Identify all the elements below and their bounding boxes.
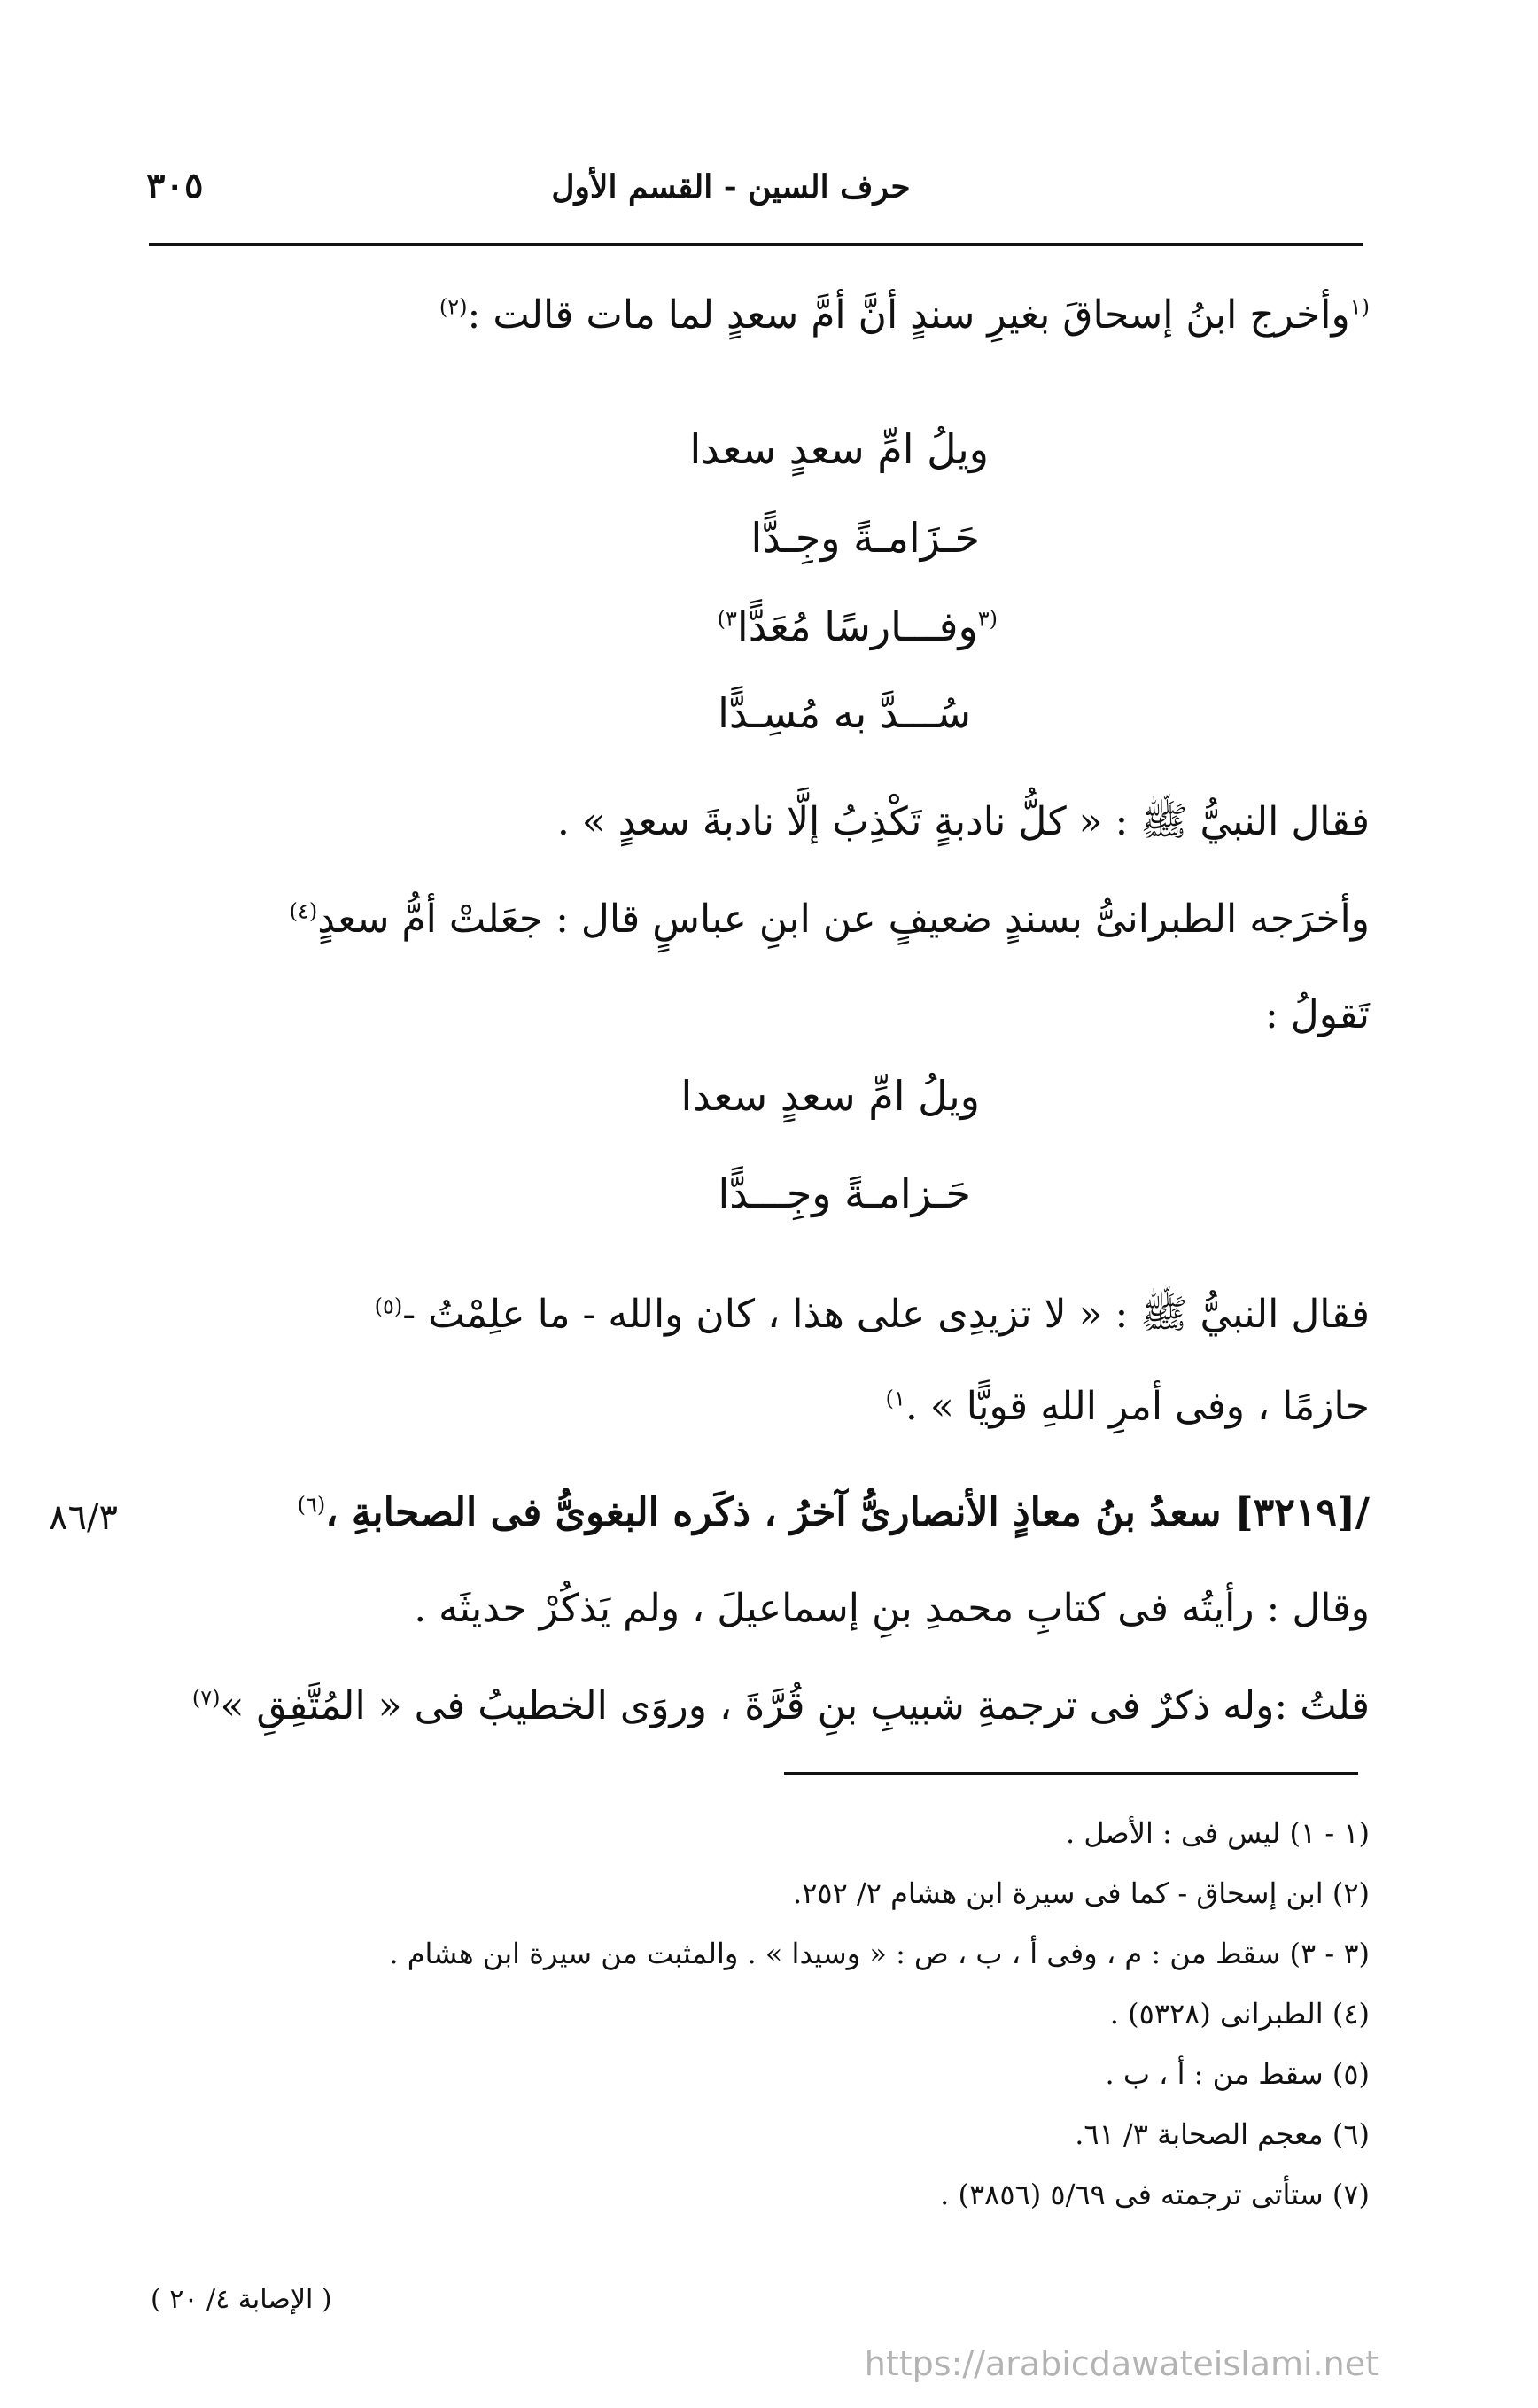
verse-line: حَـزامـةً وجِـــدًّا <box>718 1169 971 1217</box>
text-line-1: $^{(١}$وأخرج ابنُ إسحاقَ بغيرِ سندٍ أنَّ أمَّ سعدٍ لما مات قالت :$^{(٢)}$ <box>439 292 1370 338</box>
text-line-4: تَقولُ : <box>1264 992 1370 1037</box>
footnote-mark: (٣ <box>977 606 998 632</box>
margin-reference: ٨٦/٣ <box>49 1497 118 1538</box>
text-line-5: فقال النبيُّ ﷺ : « لا تزيدِى على هذا ، كان والله - ما علِمْتُ -$^{(٥)}$ <box>374 1292 1370 1337</box>
watermark-url: https://arabicdawateislami.net <box>864 2344 1379 2383</box>
entry-heading-line: /[٣٢١٩] سعدُ بنُ معاذٍ الأنصارىُّ آخرُ ، ذكَره البغوىُّ فى الصحابةِ ،$^{(٦)}$ <box>297 1490 1370 1535</box>
verse-line: ويلُ امِّ سعدٍ سعدا <box>680 1072 980 1120</box>
running-header-title: حرف السين - القسم الأول <box>551 168 911 206</box>
footnote-mark: (٦) <box>297 1492 326 1518</box>
text-line-8: وقال : رأيتُه فى كتابِ محمدِ بنِ إسماعيلَ ، ولم يَذكُرْ حديثَه . <box>414 1586 1370 1631</box>
verse-line: حَـزَامـةً وجِـدًّا <box>750 514 980 562</box>
footnote-mark: (١ <box>1349 294 1370 320</box>
footnote-mark: ٣) <box>717 606 737 632</box>
footnote: (٢) ابن إسحاق - كما فى سيرة ابن هشام ٢/ ٢٥٢. <box>793 1876 1370 1910</box>
footnote: (٦) معجم الصحابة ٣/ ٦١. <box>1075 2117 1370 2151</box>
text-line-3: وأخرَجه الطبرانىُّ بسندٍ ضعيفٍ عن ابنِ عباسٍ قال : جعَلتْ أمُّ سعدٍ$^{(٤)}$ <box>289 897 1370 942</box>
footnote: (٥) سقط من : أ ، ب . <box>1105 2057 1370 2091</box>
footnote-divider <box>784 1772 1358 1775</box>
footnote: (٤) الطبرانى (٥٣٢٨) . <box>1109 1997 1370 2031</box>
footnote-mark: ١) <box>885 1386 905 1411</box>
footnote: (٣ - ٣) سقط من : م ، وفى أ ، ب ، ص : « وسيدا » . والمثبت من سيرة ابن هشام . <box>389 1937 1370 1970</box>
verse-line: $^{(٣}$وفـــارسًا مُعَدًّا$^{٣)}$ <box>717 602 998 650</box>
footnote-mark: (٢) <box>439 294 468 320</box>
page-number: ٣٠٥ <box>146 165 204 206</box>
text-line-6: حازمًا ، وفى أمرِ اللهِ قويًّا » .$^{١)}$ <box>885 1384 1370 1429</box>
text-line-9: قلتُ :وله ذكرٌ فى ترجمةِ شبيبِ بنِ قُرَّةَ ، وروَى الخطيبُ فى « المُتَّفِقِ »$^{(٧)}$ <box>191 1683 1370 1728</box>
verse-line: سُـــدَّ به مُسِـدًّا <box>718 689 971 737</box>
footnote: (١ - ١) ليس فى : الأصل . <box>1065 1816 1370 1850</box>
footnote-mark: (٥) <box>374 1293 403 1319</box>
footnote-mark: (٤) <box>289 898 318 924</box>
text-line-2: فقال النبيُّ ﷺ : « كلُّ نادبةٍ تَكْذِبُ إلَّا نادبةَ سعدٍ » . <box>556 799 1370 844</box>
verse-line: ويلُ امِّ سعدٍ سعدا <box>689 425 989 473</box>
footnote-mark: (٧) <box>191 1685 221 1711</box>
header-divider <box>149 243 1363 246</box>
volume-reference: ( الإصابة ٤/ ٢٠ ) <box>151 2284 332 2315</box>
footnote: (٧) ستأتى ترجمته فى ٥/٦٩ (٣٨٥٦) . <box>940 2178 1370 2211</box>
